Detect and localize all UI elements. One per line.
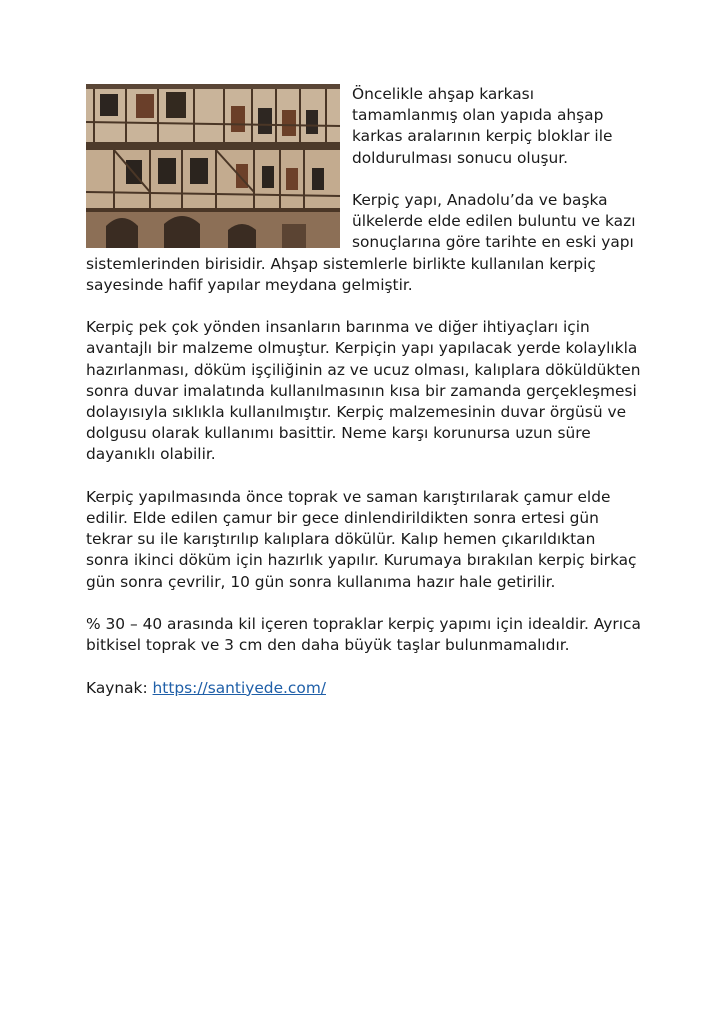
timber-frame-house-photo — [86, 84, 340, 248]
source-label: Kaynak: — [86, 678, 153, 697]
paragraph-intro-a: Öncelikle ahşap karkası tamamlanmış olan yapıda ahşap karkas aralarının kerpiç bloklar ile doldurulması sonucu oluşur. — [352, 85, 613, 167]
paragraph-intro-b: Kerpiç yapı, Anadolu’da ve başka ülkelerde elde edilen buluntu ve kazı sonuçlarına göre tarihte en eski yapı sistemlerinden birisidir. Ahşap sistemlerle birlikte kullanılan kerpiç sayesinde hafif yapılar meydana gelmiştir. — [86, 191, 636, 294]
paragraph-4: % 30 – 40 arasında kil içeren topraklar kerpiç yapımı için idealdir. Ayrıca bitkisel toprak ve 3 cm den daha büyük taşlar bulunmamalıdır. — [86, 615, 641, 655]
document-body — [86, 84, 642, 699]
source-line — [86, 678, 642, 699]
paragraph-3: Kerpiç yapılmasında önce toprak ve saman karıştırılarak çamur elde edilir. Elde edilen çamur bir gece dinlendirildikten sonra ertesi gün tekrar su ile karıştırılıp kalıplara dökülür. Kalıp hemen çıkarıldıktan sonra ikinci döküm için hazırlık yapılır. Kurumaya bırakılan kerpiç birkaç gün sonra çevrilir, 10 gün sonra kullanıma hazır hale getirilir. — [86, 487, 637, 591]
source-link[interactable]: https://santiyede.com/ — [152, 678, 326, 697]
paragraph-2: Kerpiç pek çok yönden insanların barınma ve diğer ihtiyaçları için avantajlı bir malzeme olmuştur. Kerpiçin yapı yapılacak yerde kolaylıkla hazırlanması, döküm işçiliğinin az ve ucuz olması, kalıplara döküldükten sonra duvar imalatında kullanılmasının kısa bir zamanda gerçekleşmesi dolayısıyla sıklıkla kullanılmıştır. Kerpiç malzemesinin duvar örgüsü ve dolgusu olarak kullanımı basittir. Neme karşı korunursa uzun süre dayanıklı olabilir. — [86, 318, 641, 464]
